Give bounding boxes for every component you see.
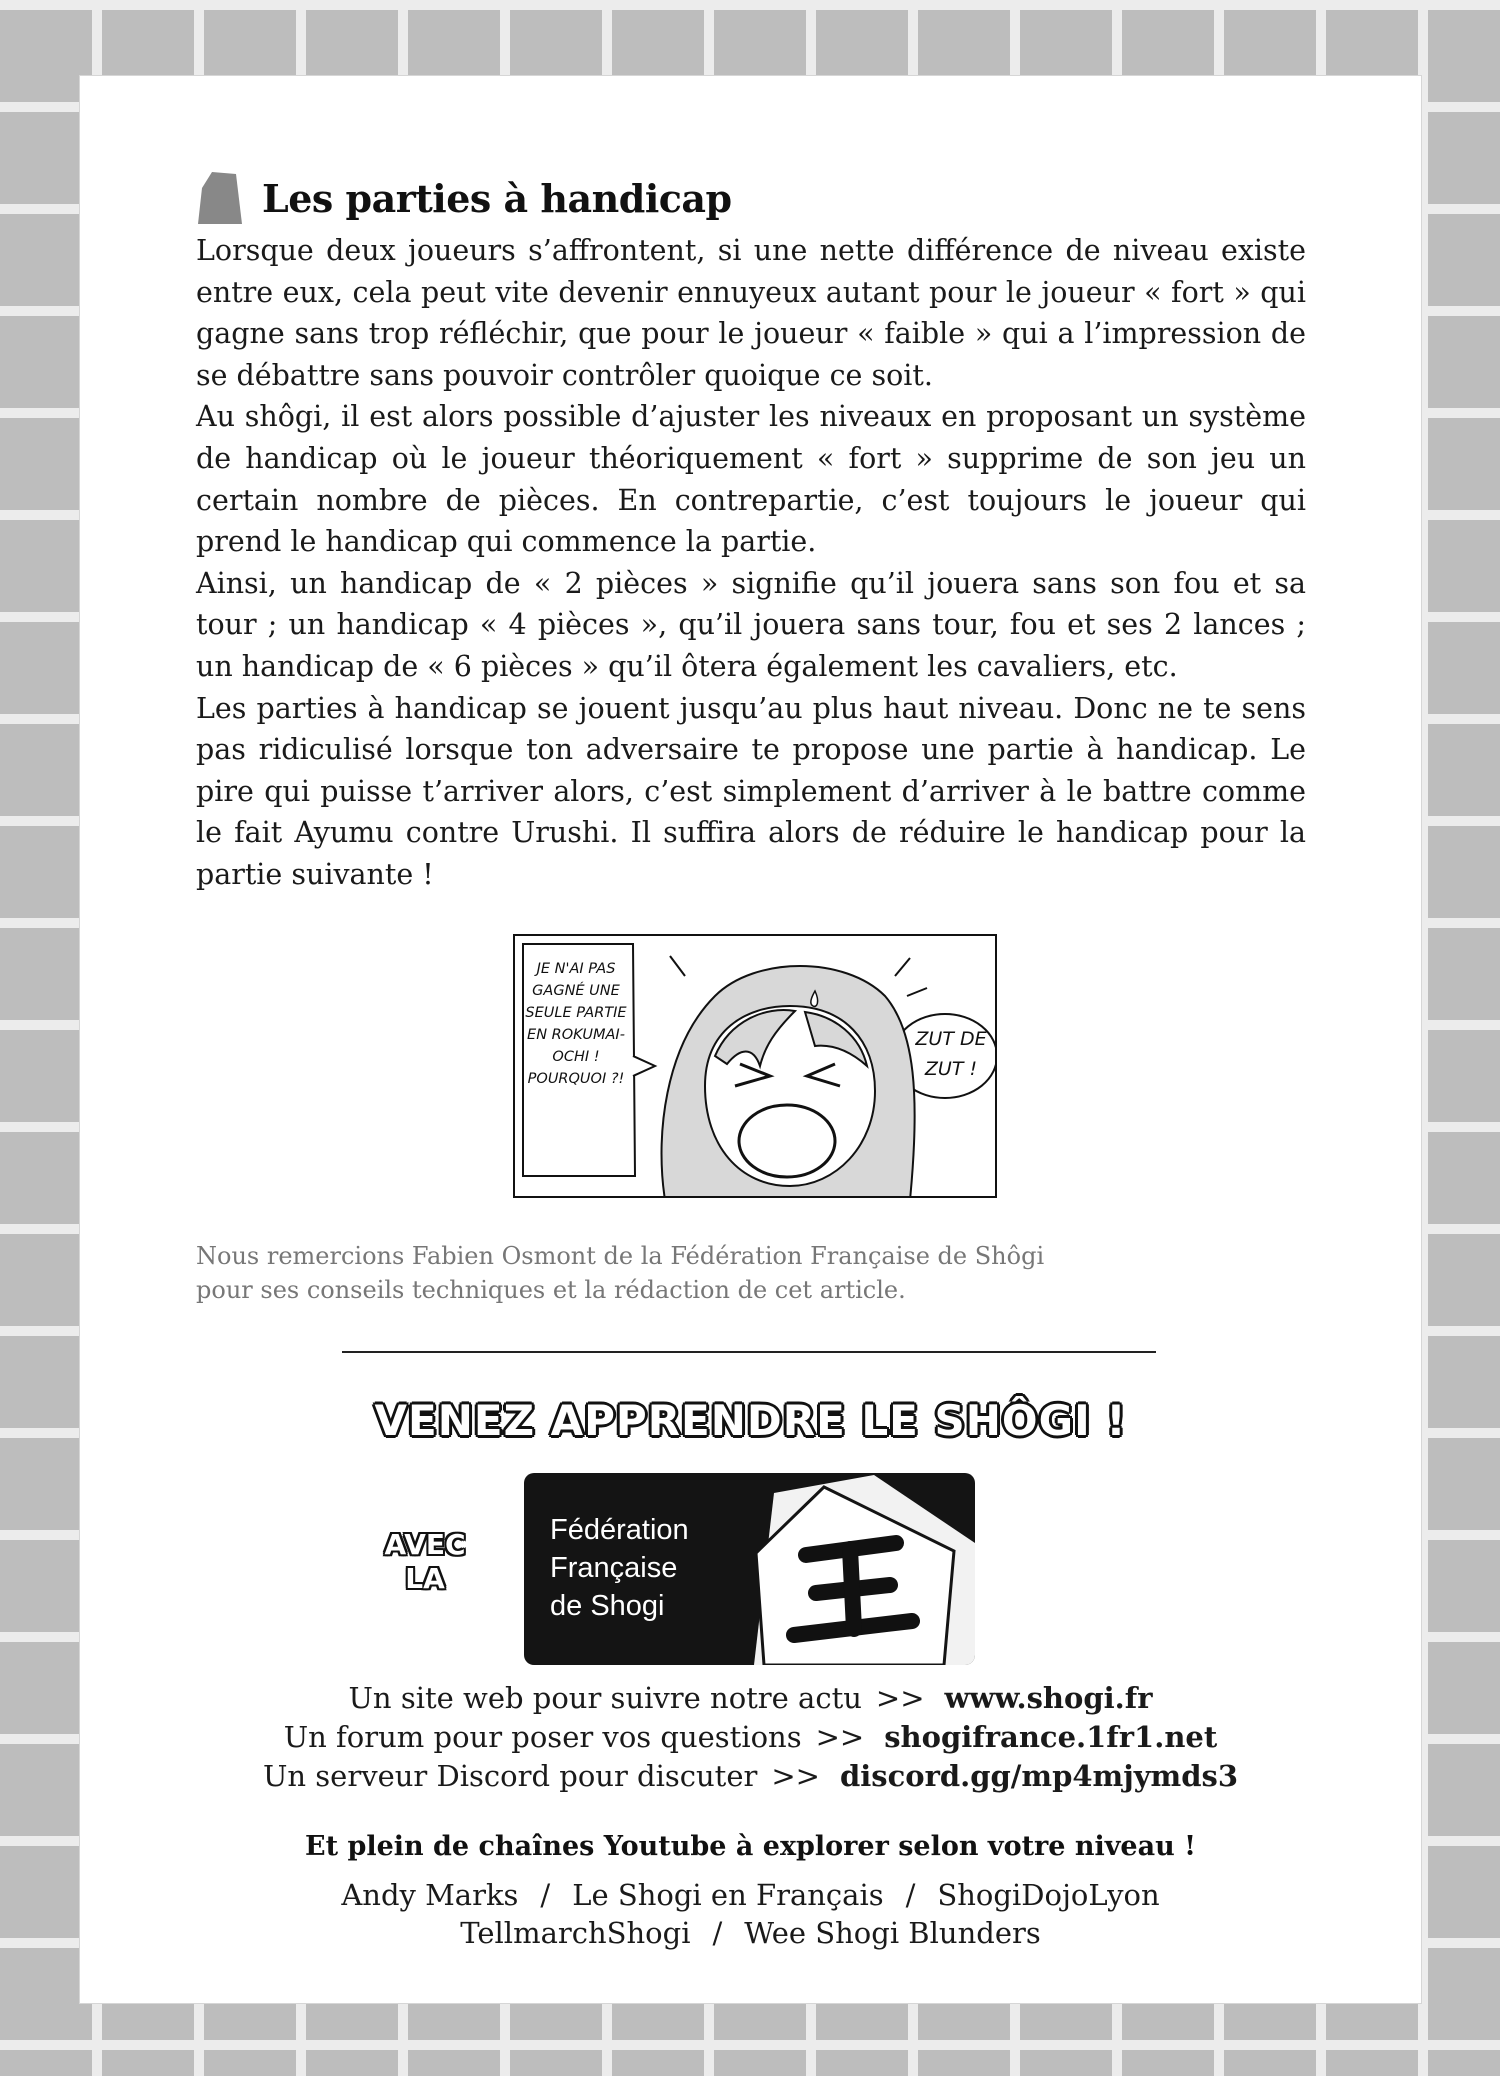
divider (342, 1351, 1156, 1353)
links-list (80, 1679, 1421, 1796)
separator: / (712, 1916, 723, 1950)
channel-row (80, 1876, 1421, 1914)
link-arrow: >> (815, 1720, 865, 1754)
channel-name: Le Shogi en Français (572, 1878, 884, 1912)
link-arrow: >> (771, 1759, 820, 1793)
ffs-logo (524, 1473, 975, 1665)
ffs-name-line: Française (550, 1552, 678, 1584)
section-title: Les parties à handicap (262, 175, 732, 221)
link-url-discord[interactable]: discord.gg/mp4mjymds3 (839, 1759, 1239, 1793)
speech-bubble-left: JE N'AI PAS GAGNÉ UNE SEULE PARTIE EN ROKUMAI-OCHI ! POURQUOI ?! (525, 961, 627, 1087)
article-paragraph: Les parties à handicap se jouent jusqu’au plus haut niveau. Donc ne te sens pas ridiculisé lorsque ton adversaire te propose une partie à handicap. Le pire qui puisse t’arriver alors, c’est simplement d’arriver à le battre comme le fait Ayumu contre Urushi. Il suffira alors de réduire le handicap pour la partie suivante ! (196, 691, 1306, 891)
link-row-discord (80, 1757, 1421, 1796)
channel-name: Andy Marks (341, 1878, 519, 1912)
avec-la-label (370, 1528, 480, 1596)
la-text: LA (405, 1562, 445, 1595)
youtube-channels (80, 1876, 1421, 1952)
acknowledgement-line: Nous remercions Fabien Osmont de la Fédération Française de Shôgi (196, 1242, 1045, 1270)
channel-row (80, 1914, 1421, 1952)
channel-name: TellmarchShogi (460, 1916, 691, 1950)
ffs-name-line: Fédération (550, 1514, 689, 1546)
article-body (196, 230, 1306, 896)
acknowledgement (196, 1239, 1196, 1307)
link-url-website[interactable]: www.shogi.fr (944, 1681, 1153, 1715)
youtube-heading: Et plein de chaînes Youtube à explorer selon votre niveau ! (305, 1831, 1196, 1862)
link-row-forum (80, 1718, 1421, 1757)
promo-banner: VENEZ APPRENDRE LE SHÔGI ! (374, 1396, 1127, 1445)
ffs-name-line: de Shogi (550, 1590, 665, 1622)
avec-text: AVEC (384, 1528, 466, 1561)
separator: / (540, 1878, 551, 1912)
link-label: Un serveur Discord pour discuter (262, 1759, 758, 1793)
channel-name: Wee Shogi Blunders (744, 1916, 1041, 1950)
article-paragraph: Ainsi, un handicap de « 2 pièces » signifie qu’il jouera sans son fou et sa tour ; un handicap « 4 pièces », qu’il jouera sans tour, fou et ses 2 lances ; un handicap de « 6 pièces » qu’il ôtera également les cavaliers, etc. (196, 566, 1306, 683)
section-heading (196, 166, 732, 230)
link-url-forum[interactable]: shogifrance.1fr1.net (884, 1720, 1218, 1754)
link-label: Un forum pour poser vos questions (283, 1720, 802, 1754)
speech-bubble-right: ZUT DE ZUT ! (915, 1028, 987, 1080)
manga-panel (513, 934, 997, 1198)
shogi-piece-icon (196, 170, 244, 226)
article-paragraph: Au shôgi, il est alors possible d’ajuster les niveaux en proposant un système de handicap où le joueur théoriquement « fort » supprime de son jeu un certain nombre de pièces. En contrepartie, c’est toujours le joueur qui prend le handicap qui commence la partie. (196, 400, 1306, 559)
acknowledgement-line: pour ses conseils techniques et la rédaction de cet article. (196, 1276, 906, 1304)
channel-name: ShogiDojoLyon (937, 1878, 1160, 1912)
separator: / (905, 1878, 916, 1912)
article-paragraph: Lorsque deux joueurs s’affrontent, si une nette différence de niveau existe entre eux, cela peut vite devenir ennuyeux autant pour le joueur « fort » qui gagne sans trop réfléchir, que pour le joueur « faible » qui a l’impression de se débattre sans pouvoir contrôler quoique ce soit. (196, 234, 1306, 392)
link-label: Un site web pour suivre notre actu (348, 1681, 862, 1715)
page (80, 76, 1421, 2003)
link-arrow: >> (875, 1681, 925, 1715)
ffs-name (550, 1511, 750, 1625)
link-row-website (80, 1679, 1421, 1718)
